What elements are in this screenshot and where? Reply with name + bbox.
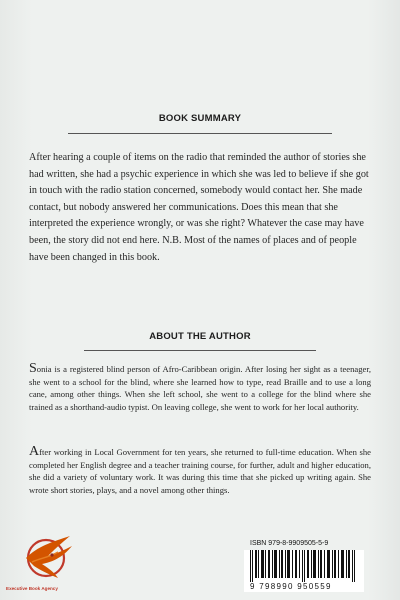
barcode-bars <box>244 550 364 582</box>
summary-text: After hearing a couple of items on the radio that reminded the author of stories she had written, she had a psychic experience in which she was led to believe if she got in touch with the radio station concerned, somebody would contact her. She made contact, but nobody answered her communications. Does this mean that she interpreted the experience wrongly, or was she right? Whatever the case may have been, the story did not end here. N.B. Most of the names of places and of people have been changed in this book. <box>29 152 369 263</box>
about-paragraph-1: Sonia is a registered blind person of Afro-Caribbean origin. After losing her sight as a teenager, she went to a school for the blind, where she learned how to type, read Braille and to use a long cane, among other things. When she left school, she went to a college for the blind where she trained as a shorthand-audio typist. On leaving college, she went to work for her local authority. <box>29 361 371 412</box>
about-paragraph-2: After working in Local Government for ten years, she returned to full-time education. When she completed her English degree and a teacher training course, for further, adult and higher education, she did a variety of voluntary work. It was during this time that she picked up writing again. She wrote short stories, plays, and a novel among other things. <box>29 444 371 495</box>
summary-divider <box>68 133 332 134</box>
barcode-digits: 9 798990 950559 <box>250 582 332 591</box>
phoenix-icon <box>18 528 78 588</box>
summary-heading: BOOK SUMMARY <box>158 113 242 124</box>
about-divider <box>84 350 316 351</box>
isbn-label: ISBN 979-8-9909505-5-9 <box>250 540 329 547</box>
about-heading: ABOUT THE AUTHOR <box>149 331 251 342</box>
publisher-name: Executive Book Agency <box>6 586 58 591</box>
